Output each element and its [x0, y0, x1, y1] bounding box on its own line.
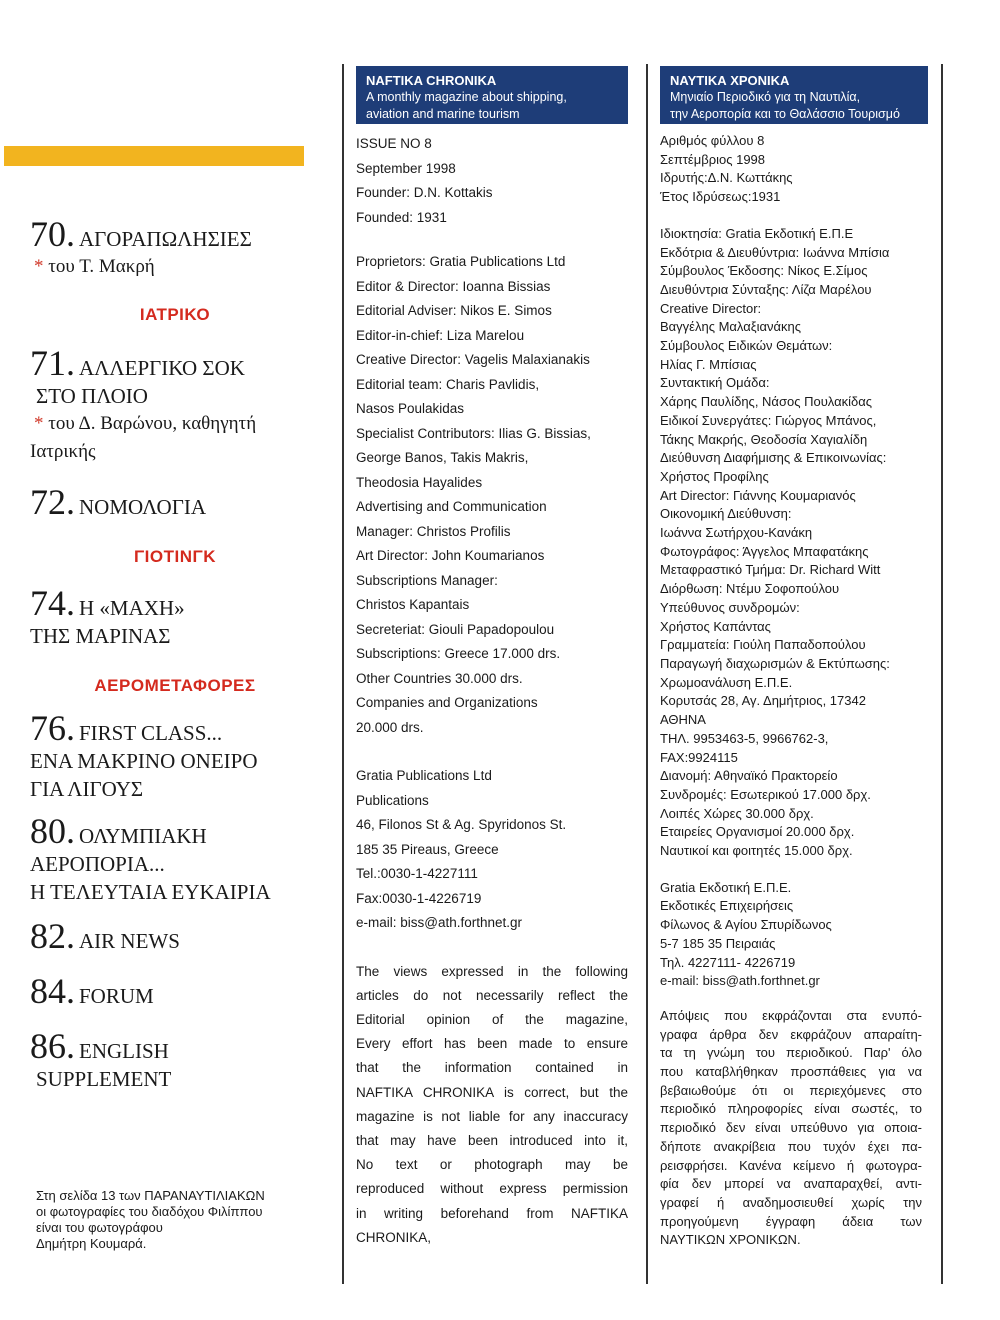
text-line: Gratia Publications Ltd	[356, 768, 492, 783]
header-line: A monthly magazine about shipping,	[366, 90, 567, 104]
text-line: Creative Director: Vagelis Malaxianakis	[356, 352, 590, 367]
text-line: Χρωμοανάλυση Ε.Π.Ε.	[660, 674, 793, 690]
toc-entry-82	[30, 918, 320, 955]
toc-title: ΝΟΜΟΛΟΓΙΑ	[79, 495, 206, 519]
column-divider	[342, 64, 344, 1284]
text-line: CHRONIKA,	[356, 1229, 432, 1245]
text-line: Subscriptions Manager:	[356, 572, 498, 588]
text-line: Creative Director:	[660, 300, 762, 316]
toc-entry-76	[30, 710, 320, 803]
toc-title: ΑΓΟΡΑΠΩΛΗΣΙΕΣ	[79, 227, 252, 251]
greek-header	[660, 66, 928, 124]
toc-title-line3: ΓΙΑ ΛΙΓΟΥΣ	[30, 777, 144, 801]
text-line: Advertising and Communication	[356, 499, 547, 514]
toc-title: FORUM	[79, 984, 154, 1008]
text-line: ISSUE NO 8	[356, 136, 432, 151]
text-line: φία δεν μπορεί να αναπαραχθεί, αντι-	[660, 1176, 922, 1192]
text-line: Nasos Poulakidas	[356, 401, 465, 416]
text-line: Tel.:0030-1-4227111	[356, 866, 478, 881]
text-line: Secreteriat: Giouli Papadopoulou	[356, 621, 555, 637]
text-line: Ηλίας Γ. Μπίσιας	[660, 356, 757, 372]
text-line: Εκδοτικές Επιχειρήσεις	[660, 898, 794, 914]
toc-entry-86	[30, 1028, 320, 1093]
toc-number: 74.	[30, 583, 75, 623]
text-line: Founder: D.N. Kottakis	[356, 185, 493, 200]
text-line: NAFTIKA CHRONIKA is correct, but the	[356, 1084, 628, 1100]
toc-title: ENGLISH	[79, 1039, 169, 1063]
note-line: Στη σελίδα 13 των ΠΑΡΑΝΑΥΤΙΛΙΑΚΩΝ	[36, 1188, 265, 1203]
greek-masthead	[660, 66, 922, 1250]
text-line: Τηλ. 4227111- 4226719	[660, 954, 796, 970]
toc-title-line2: SUPPLEMENT	[36, 1067, 172, 1091]
toc-number: 86.	[30, 1026, 75, 1066]
text-line: Editorial Adviser: Nikos E. Simos	[356, 303, 552, 318]
star-icon: *	[34, 256, 44, 277]
english-header	[356, 66, 628, 124]
staff-list	[660, 225, 922, 861]
toc-number: 76.	[30, 708, 75, 748]
text-line: Subscriptions: Greece 17.000 drs.	[356, 646, 561, 661]
text-line: Ιδρυτής:Δ.Ν. Κωττάκης	[660, 170, 793, 186]
text-line: Χρήστος Προφίλης	[660, 468, 769, 484]
text-line: Gratia Εκδοτική Ε.Π.Ε.	[660, 879, 792, 895]
toc-entry-72	[30, 484, 320, 521]
table-of-contents	[30, 216, 320, 1093]
text-line: that the information contained in	[356, 1060, 628, 1076]
text-line: Διόρθωση: Ντέμυ Σοφοπούλου	[660, 581, 840, 597]
text-line: magazine is not liable for any inaccuracy	[356, 1108, 628, 1124]
text-line: Fax:0030-1-4226719	[356, 890, 482, 906]
disclaimer	[356, 960, 628, 1250]
text-line: Ιδιοκτησία: Gratia Εκδοτική Ε.Π.Ε	[660, 225, 854, 241]
text-line: Αριθμός φύλλου 8	[660, 133, 765, 148]
text-line: Βαγγέλης Μαλαξιανάκης	[660, 319, 801, 335]
text-line: Εκδότρια & Διευθύντρια: Ιωάννα Μπίσια	[660, 244, 890, 260]
text-line: 5-7 185 35 Πειραιάς	[660, 935, 776, 951]
text-line: Specialist Contributors: Ilias G. Bissias,	[356, 425, 591, 441]
text-line: George Banos, Takis Makris,	[356, 450, 529, 465]
disclaimer	[660, 1007, 922, 1250]
toc-number: 71.	[30, 343, 75, 383]
text-line: Έτος Ιδρύσεως:1931	[660, 189, 781, 205]
text-line: Every effort has been made to ensure	[356, 1036, 628, 1052]
text-line: ΑΘΗΝΑ	[660, 712, 706, 728]
toc-number: 82.	[30, 916, 75, 956]
text-line: γραφεί ή αναδημοσιευθεί χωρίς την	[660, 1194, 922, 1210]
text-line: Φίλωνος & Αγίου Σπυρίδωνος	[660, 917, 832, 933]
toc-author-line2: Ιατρικής	[30, 441, 96, 462]
text-line: Διανομή: Αθηναϊκό Πρακτορείο	[660, 768, 838, 784]
text-line: Εταιρείες Οργανισμοί 20.000 δρχ.	[660, 824, 855, 840]
text-line: that may have been introduced into it,	[356, 1132, 628, 1148]
text-line: που καταβλήθηκαν προσπάθειες για να	[660, 1064, 922, 1080]
note-line: Δημήτρη Κουμαρά.	[36, 1236, 147, 1251]
staff-list	[356, 250, 628, 740]
toc-title-line2: ΤΗΣ ΜΑΡΙΝΑΣ	[30, 624, 171, 648]
text-line: articles do not necessarily reflect the	[356, 987, 628, 1003]
column-divider	[646, 64, 648, 1284]
text-line: Υπεύθυνος συνδρομών:	[660, 599, 800, 615]
magazine-name: NAFTIKA CHRONIKA	[366, 73, 497, 88]
text-line: Παραγωγή διαχωρισμών & Εκτύπωσης:	[660, 655, 890, 671]
text-line: Other Countries 30.000 drs.	[356, 670, 523, 686]
text-line: in writing beforehand from NAFTIKA	[356, 1205, 628, 1221]
text-line: September 1998	[356, 160, 456, 176]
column-divider	[941, 64, 943, 1284]
text-line: 185 35 Pireaus, Greece	[356, 841, 499, 857]
text-line: Φωτογράφος: Άγγελος Μπαφατάκης	[660, 543, 869, 559]
toc-title: FIRST CLASS...	[79, 721, 223, 745]
text-line: ΝΑΥΤΙΚΩΝ ΧΡΟΝΙΚΩΝ.	[660, 1232, 801, 1248]
toc-title-line3: Η ΤΕΛΕΥΤΑΙΑ ΕΥΚΑΙΡΙΑ	[30, 880, 271, 904]
text-line: βεβαιωθούμε ότι οι περιεχόμενες στο	[660, 1082, 922, 1098]
text-line: Μεταφραστικό Τμήμα: Dr. Richard Witt	[660, 562, 881, 578]
toc-author: του Δ. Βαρώνου, καθηγητή	[48, 413, 257, 434]
toc-number: 84.	[30, 971, 75, 1011]
text-line: Γραμματεία: Γιούλη Παπαδοπούλου	[660, 637, 866, 653]
text-line: Editorial opinion of the magazine,	[356, 1011, 628, 1027]
publisher-address	[356, 764, 628, 936]
toc-title-line2: ΑΕΡΟΠΟΡΙΑ...	[30, 852, 165, 876]
text-line: 20.000 drs.	[356, 719, 424, 735]
text-line: e-mail: biss@ath.forthnet.gr	[356, 915, 523, 930]
toc-title-line2: ΕΝΑ ΜΑΚΡΙΝΟ ΟΝΕΙΡΟ	[30, 749, 258, 773]
text-line: Art Director: John Koumarianos	[356, 548, 545, 563]
text-line: No text or photograph may be	[356, 1157, 628, 1173]
text-line: προηγούμενη έγγραφη άδεια των	[660, 1213, 922, 1229]
text-line: Οικονομική Διεύθυνση:	[660, 506, 792, 522]
text-line: Σύμβουλος Έκδοσης: Νίκος Ε.Σίμος	[660, 263, 868, 279]
text-line: Κορυτσάς 28, Αγ. Δημήτριος, 17342	[660, 693, 866, 709]
text-line: Christos Kapantais	[356, 597, 470, 612]
toc-title: ΑΛΛΕΡΓΙΚΟ ΣΟΚ	[79, 356, 245, 380]
text-line: Publications	[356, 792, 429, 808]
toc-title: Η «ΜΑΧΗ»	[79, 596, 185, 620]
text-line: Διεύθυνση Διαφήμισης & Επικοινωνίας:	[660, 450, 887, 466]
header-line: την Αεροπορία και το Θαλάσσιο Τουρισμό	[670, 107, 900, 121]
toc-title-line2: ΣΤΟ ΠΛΟΙΟ	[36, 384, 148, 408]
toc-entry-70	[30, 216, 320, 281]
header-line: Μηνιαίο Περιοδικό για τη Ναυτιλία,	[670, 90, 861, 104]
text-line: Manager: Christos Profilis	[356, 523, 511, 539]
text-line: τα τη γνώμη του περιοδικού. Παρ' όλο	[660, 1045, 922, 1061]
text-line: Σεπτέμβριος 1998	[660, 151, 766, 167]
text-line: Ιωάννα Σωτήρχου-Κανάκη	[660, 525, 813, 541]
text-line: ρεισφρήσει. Κανένα κείμενο ή φωτογρα-	[660, 1157, 922, 1173]
note-line: οι φωτογραφίες του διαδόχου Φιλίππου	[36, 1204, 263, 1219]
orange-accent-bar	[4, 146, 304, 166]
star-icon: *	[34, 413, 44, 434]
text-line: Απόψεις που εκφράζονται στα ενυπό-	[660, 1007, 922, 1023]
text-line: Διευθύντρια Σύνταξης: Λίζα Μαρέλου	[660, 281, 872, 297]
text-line: Σύμβουλος Ειδικών Θεμάτων:	[660, 338, 833, 354]
text-line: Companies and Organizations	[356, 695, 538, 710]
photo-credit-note	[36, 1188, 326, 1252]
text-line: e-mail: biss@ath.forthnet.gr	[660, 973, 820, 989]
text-line: Ναυτικοί και φοιτητές 15.000 δρχ.	[660, 843, 853, 859]
text-line: Χάρης Παυλίδης, Νάσος Πουλακίδας	[660, 394, 873, 410]
text-line: Χρήστος Καπάντας	[660, 618, 771, 634]
text-line: Λοιπές Χώρες 30.000 δρχ.	[660, 805, 814, 821]
toc-entry-74	[30, 585, 320, 650]
text-line: Ειδικοί Συνεργάτες: Γιώργος Μπάνος,	[660, 412, 877, 428]
issue-info	[660, 132, 922, 207]
note-line: είναι του φωτογράφου	[36, 1220, 163, 1235]
text-line: Proprietors: Gratia Publications Ltd	[356, 254, 566, 269]
text-line: Editor & Director: Ioanna Bissias	[356, 278, 551, 294]
text-line: Theodosia Hayalides	[356, 474, 483, 490]
toc-entry-84	[30, 973, 320, 1010]
text-line: Τάκης Μακρής, Θεοδοσία Χαγιαλίδη	[660, 431, 868, 447]
text-line: Συντακτική Ομάδα:	[660, 375, 770, 391]
issue-info	[356, 132, 628, 230]
toc-number: 70.	[30, 214, 75, 254]
section-heading-yachting: ΓΙΟΤΙΝΓΚ	[133, 547, 217, 566]
toc-title: AIR NEWS	[79, 929, 180, 953]
text-line: 46, Filonos St & Ag. Spyridonos St.	[356, 817, 567, 832]
text-line: περιοδικό δεν είναι υπεύθυνο για οποια-	[660, 1120, 922, 1136]
toc-author: του Τ. Μακρή	[48, 256, 155, 277]
toc-entry-71	[30, 345, 320, 466]
text-line: δήποτε ανακρίβεια που τυχόν έχει πα-	[660, 1138, 922, 1154]
header-line: aviation and marine tourism	[366, 107, 520, 121]
text-line: Editor-in-chief: Liza Marelou	[356, 327, 525, 343]
text-line: Art Director: Γιάννης Κουμαριανός	[660, 487, 856, 503]
text-line: γραφα άρθρα δεν εκφράζουν απαραίτη-	[660, 1026, 922, 1042]
text-line: The views expressed in the following	[356, 963, 628, 979]
toc-number: 80.	[30, 811, 75, 851]
text-line: Founded: 1931	[356, 209, 447, 225]
text-line: FAX:9924115	[660, 749, 738, 765]
publisher-address	[660, 879, 922, 991]
text-line: reproduced without express permission	[356, 1181, 628, 1197]
toc-title: ΟΛΥΜΠΙΑΚΗ	[79, 824, 207, 848]
magazine-name: ΝΑΥΤΙΚΑ ΧΡΟΝΙΚΑ	[670, 73, 790, 88]
section-heading-air-transport: ΑΕΡΟΜΕΤΑΦΟΡΕΣ	[94, 676, 256, 695]
text-line: Συνδρομές: Εσωτερικού 17.000 δρχ.	[660, 786, 871, 802]
toc-entry-80	[30, 813, 320, 906]
english-masthead	[356, 66, 628, 1250]
toc-number: 72.	[30, 482, 75, 522]
section-heading-medical: ΙΑΤΡΙΚΟ	[139, 305, 211, 324]
text-line: Editorial team: Charis Pavlidis,	[356, 376, 540, 392]
text-line: περιοδικό πληροφορίες είναι σωστές, το	[660, 1101, 922, 1117]
text-line: ΤΗΛ. 9953463-5, 9966762-3,	[660, 730, 829, 746]
